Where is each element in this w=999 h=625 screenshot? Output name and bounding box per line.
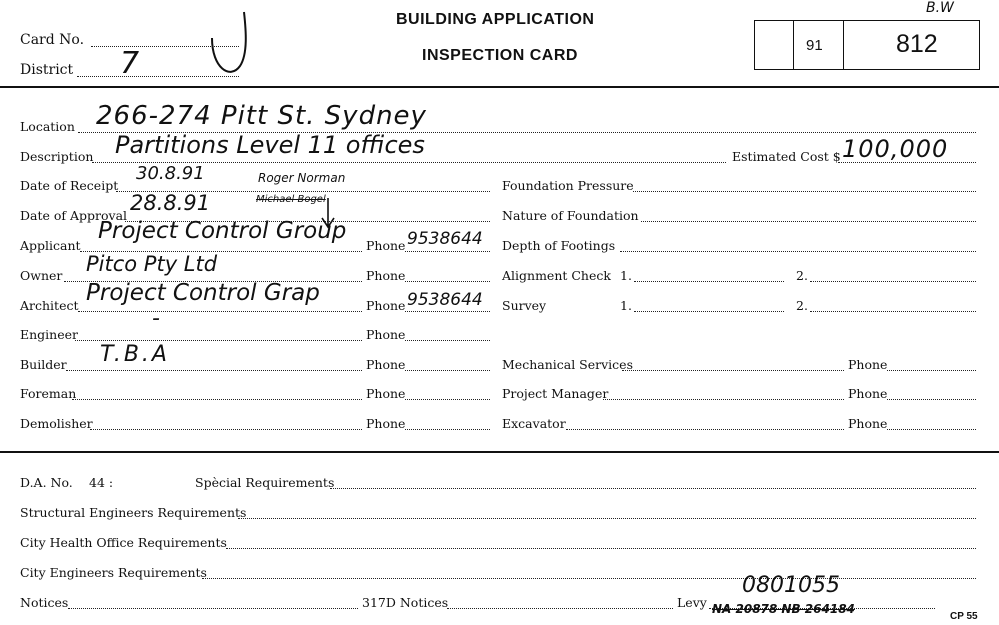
engineer-phone-label: Phone — [366, 327, 406, 342]
notices-317d-label: 317D Notices — [362, 595, 449, 610]
handwritten-check-mark — [200, 10, 270, 80]
applicant-value: Project Control Group — [98, 218, 347, 244]
da-value: 44 : — [89, 475, 114, 490]
architect-label: Architect — [20, 298, 79, 313]
da-label: D.A. No. — [20, 475, 73, 490]
date-approval-value: 28.8.91 — [130, 191, 211, 215]
applicant-label: Applicant — [20, 238, 81, 253]
city-engineers-label: City Engineers Requirements — [20, 565, 207, 580]
owner-value: Pitco Pty Ltd — [86, 252, 218, 276]
owner-phone-label: Phone — [366, 268, 406, 283]
divider-middle — [0, 451, 999, 453]
card-year: 91 — [806, 37, 823, 54]
notices-label: Notices — [20, 595, 69, 610]
depth-footings-label: Depth of Footings — [502, 238, 616, 253]
health-label: City Health Office Requirements — [20, 535, 227, 550]
survey-2-label: 2. — [796, 298, 808, 313]
foreman-label: Foreman — [20, 386, 77, 401]
applicant-phone-label: Phone — [366, 238, 406, 253]
architect-phone-label: Phone — [366, 298, 406, 313]
initials: B.W — [926, 0, 954, 16]
owner-label: Owner — [20, 268, 63, 283]
title-line2: INSPECTION CARD — [422, 47, 578, 64]
engineer-value: - — [152, 306, 160, 331]
special-requirements-label: Spècial Requirements — [195, 475, 335, 490]
foundation-pressure-label: Foundation Pressure — [502, 178, 634, 193]
demolisher-label: Demolisher — [20, 416, 93, 431]
description-label: Description — [20, 149, 94, 164]
form-code: CP 55 — [950, 611, 978, 622]
demolisher-phone-label: Phone — [366, 416, 406, 431]
levy-struck-text: NA 20878 NB 264184 — [712, 602, 855, 616]
project-manager-label: Project Manager — [502, 386, 609, 401]
architect-phone: 9538644 — [407, 290, 483, 310]
estimated-cost-value: 100,000 — [842, 135, 949, 163]
date-receipt-note: Roger Norman — [258, 171, 346, 185]
district-value: 7 — [120, 46, 140, 81]
alignment-1-label: 1. — [620, 268, 632, 283]
applicant-phone: 9538644 — [407, 229, 483, 249]
district-label: District — [20, 62, 74, 78]
date-receipt-label: Date of Receipt — [20, 178, 119, 193]
foreman-phone-label: Phone — [366, 386, 406, 401]
alignment-check-label: Alignment Check — [502, 268, 611, 283]
location-label: Location — [20, 119, 75, 134]
levy-value: 0801055 — [742, 573, 840, 598]
survey-1-label: 1. — [620, 298, 632, 313]
location-value: 266-274 Pitt St. Sydney — [96, 101, 427, 131]
date-approval-note: Michael Bogel — [256, 194, 326, 205]
estimated-cost-label: Estimated Cost $ — [732, 149, 841, 164]
mechanical-label: Mechanical Services — [502, 357, 633, 372]
excavator-phone-label: Phone — [848, 416, 888, 431]
builder-label: Builder — [20, 357, 67, 372]
alignment-2-label: 2. — [796, 268, 808, 283]
description-value: Partitions Level 11 offices — [115, 131, 425, 159]
survey-label: Survey — [502, 298, 547, 313]
levy-label: Levy — [677, 595, 707, 610]
divider-top — [0, 86, 999, 88]
card-no-label: Card No. — [20, 32, 85, 48]
builder-value: T.B.A — [100, 342, 170, 367]
engineer-label: Engineer — [20, 327, 78, 342]
architect-value: Project Control Grap — [86, 280, 320, 306]
builder-phone-label: Phone — [366, 357, 406, 372]
card-number: 812 — [896, 30, 938, 58]
structural-label: Structural Engineers Requirements — [20, 505, 247, 520]
nature-foundation-label: Nature of Foundation — [502, 208, 639, 223]
date-receipt-value: 30.8.91 — [136, 163, 205, 184]
card-number-box — [754, 20, 980, 70]
excavator-label: Excavator — [502, 416, 566, 431]
title-line1: BUILDING APPLICATION — [396, 11, 595, 28]
mechanical-phone-label: Phone — [848, 357, 888, 372]
project-manager-phone-label: Phone — [848, 386, 888, 401]
date-approval-label: Date of Approval — [20, 208, 128, 223]
